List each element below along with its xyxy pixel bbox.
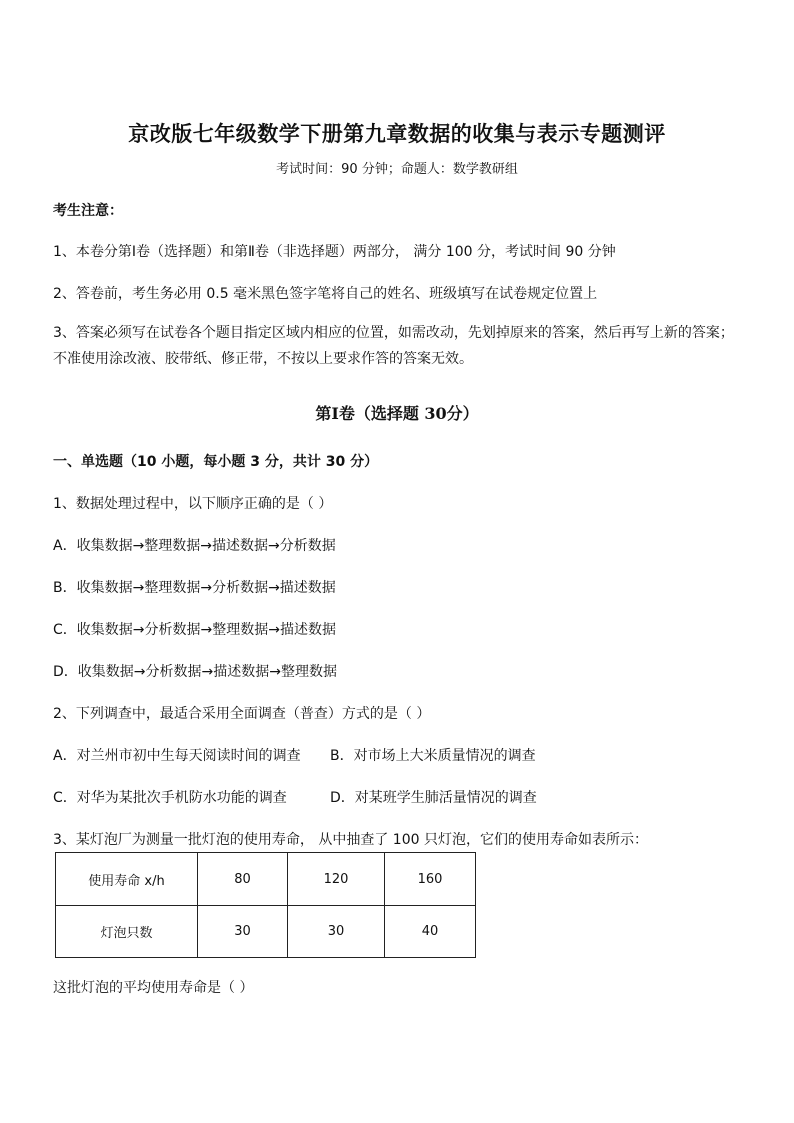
- table-cell: 灯泡只数: [56, 906, 198, 958]
- table-cell: 80: [198, 853, 288, 906]
- question-followup: 这批灯泡的平均使用寿命是（ ）: [53, 980, 254, 996]
- table-row: [56, 906, 476, 958]
- notice-heading: 考生注意：: [53, 203, 123, 219]
- section-heading: 一、单选题（10 小题，每小题 3 分，共计 30 分）: [53, 454, 379, 470]
- table-cell: 使用寿命 x/h: [56, 853, 198, 906]
- data-table: [55, 852, 476, 958]
- table-cell: 40: [385, 906, 476, 958]
- answer-option: C．收集数据→分析数据→整理数据→描述数据: [53, 622, 336, 638]
- page-title: 京改版七年级数学下册第九章数据的收集与表示专题测评: [128, 121, 666, 146]
- question-stem: 3、某灯泡厂为测量一批灯泡的使用寿命， 从中抽查了 100 只灯泡，它们的使用寿命如表所示：: [53, 832, 648, 848]
- notice-item: 3、答案必须写在试卷各个题目指定区域内相应的位置，如需改动，先划掉原来的答案，然后再写上新的答案；不准使用涂改液、胶带纸、修正带，不按以上要求作答的答案无效。: [53, 325, 734, 367]
- exam-subtitle: 考试时间：90 分钟；命题人：数学教研组: [276, 162, 518, 177]
- answer-option: C．对华为某批次手机防水功能的调查: [53, 790, 287, 806]
- answer-option: A．收集数据→整理数据→描述数据→分析数据: [53, 538, 336, 554]
- question-stem: 1、数据处理过程中，以下顺序正确的是（ ）: [53, 496, 333, 512]
- notice-item: 1、本卷分第Ⅰ卷（选择题）和第Ⅱ卷（非选择题）两部分， 满分 100 分，考试时间 90 分钟: [53, 244, 616, 260]
- answer-option: A．对兰州市初中生每天阅读时间的调查: [53, 748, 301, 764]
- answer-option: B．对市场上大米质量情况的调查: [330, 748, 536, 764]
- table-row: [56, 853, 476, 906]
- question-stem: 2、下列调查中，最适合采用全面调查（普查）方式的是（ ）: [53, 706, 431, 722]
- table-cell: 160: [385, 853, 476, 906]
- table-cell: 120: [288, 853, 385, 906]
- table-cell: 30: [288, 906, 385, 958]
- answer-option: B．收集数据→整理数据→分析数据→描述数据: [53, 580, 336, 596]
- part-title: 第Ⅰ卷（选择题 30分）: [315, 404, 479, 423]
- answer-option: D．对某班学生肺活量情况的调查: [330, 790, 537, 806]
- answer-option: D．收集数据→分析数据→描述数据→整理数据: [53, 664, 337, 680]
- notice-item: 2、答卷前，考生务必用 0.5 毫米黑色签字笔将自己的姓名、班级填写在试卷规定位置上: [53, 286, 598, 302]
- table-cell: 30: [198, 906, 288, 958]
